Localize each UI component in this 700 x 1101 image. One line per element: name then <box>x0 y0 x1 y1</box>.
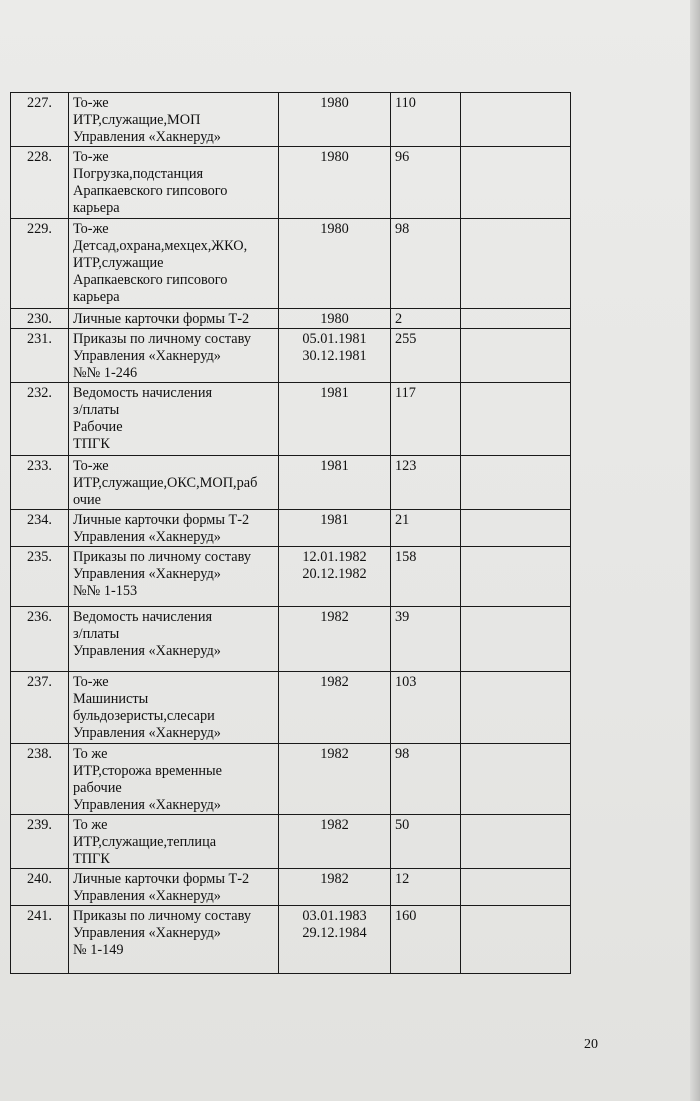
row-number: 235. <box>11 547 69 607</box>
row-date: 1981 <box>279 456 391 510</box>
row-sheet-count: 160 <box>391 906 461 974</box>
row-sheet-count: 110 <box>391 93 461 147</box>
row-sheet-count: 98 <box>391 744 461 815</box>
row-number: 232. <box>11 383 69 456</box>
row-number: 229. <box>11 219 69 309</box>
table-row <box>11 869 571 906</box>
row-date: 12.01.1982 20.12.1982 <box>279 547 391 607</box>
row-number: 237. <box>11 672 69 744</box>
row-title: То-же Детсад,охрана,мехцех,ЖКО, ИТР,служащие Арапкаевского гипсового карьера <box>69 219 279 309</box>
row-date: 1980 <box>279 93 391 147</box>
table-row <box>11 309 571 329</box>
row-note <box>461 147 571 219</box>
row-sheet-count: 255 <box>391 329 461 383</box>
row-sheet-count: 103 <box>391 672 461 744</box>
table-row <box>11 383 571 456</box>
table-row <box>11 93 571 147</box>
row-number: 230. <box>11 309 69 329</box>
row-title: Ведомость начисления з/платы Рабочие ТПГК <box>69 383 279 456</box>
row-sheet-count: 123 <box>391 456 461 510</box>
row-note <box>461 329 571 383</box>
table-row <box>11 672 571 744</box>
row-date: 1980 <box>279 309 391 329</box>
table-row <box>11 510 571 547</box>
row-date: 1981 <box>279 510 391 547</box>
row-number: 241. <box>11 906 69 974</box>
row-title: То-же ИТР,служащие,ОКС,МОП,раб очие <box>69 456 279 510</box>
row-title: Личные карточки формы Т-2 Управления «Хакнеруд» <box>69 510 279 547</box>
row-note <box>461 456 571 510</box>
table-row <box>11 547 571 607</box>
inventory-table-body <box>11 93 571 974</box>
row-number: 238. <box>11 744 69 815</box>
row-sheet-count: 12 <box>391 869 461 906</box>
row-note <box>461 510 571 547</box>
row-title: То-же Машинисты бульдозеристы,слесари Управления «Хакнеруд» <box>69 672 279 744</box>
table-row <box>11 147 571 219</box>
row-number: 228. <box>11 147 69 219</box>
row-sheet-count: 21 <box>391 510 461 547</box>
table-row <box>11 906 571 974</box>
row-title: То-же Погрузка,подстанция Арапкаевского гипсового карьера <box>69 147 279 219</box>
row-note <box>461 744 571 815</box>
row-title: То же ИТР,служащие,теплица ТПГК <box>69 815 279 869</box>
table-row <box>11 607 571 672</box>
row-date: 1982 <box>279 607 391 672</box>
row-sheet-count: 50 <box>391 815 461 869</box>
table-row <box>11 815 571 869</box>
row-title: То-же ИТР,служащие,МОП Управления «Хакнеруд» <box>69 93 279 147</box>
row-title: Ведомость начисления з/платы Управления «Хакнеруд» <box>69 607 279 672</box>
row-note <box>461 93 571 147</box>
row-date: 1982 <box>279 815 391 869</box>
row-title: Личные карточки формы Т-2 Управления «Хакнеруд» <box>69 869 279 906</box>
row-number: 234. <box>11 510 69 547</box>
row-sheet-count: 96 <box>391 147 461 219</box>
row-note <box>461 547 571 607</box>
row-note <box>461 309 571 329</box>
row-note <box>461 383 571 456</box>
row-note <box>461 219 571 309</box>
row-date: 1980 <box>279 147 391 219</box>
table-row <box>11 744 571 815</box>
row-note <box>461 869 571 906</box>
row-date: 05.01.1981 30.12.1981 <box>279 329 391 383</box>
table-row <box>11 219 571 309</box>
row-title: То же ИТР,сторожа временные рабочие Управления «Хакнеруд» <box>69 744 279 815</box>
row-note <box>461 815 571 869</box>
row-title: Приказы по личному составу Управления «Хакнеруд» №№ 1-153 <box>69 547 279 607</box>
inventory-table <box>10 92 571 974</box>
row-note <box>461 672 571 744</box>
row-number: 236. <box>11 607 69 672</box>
row-sheet-count: 117 <box>391 383 461 456</box>
row-sheet-count: 158 <box>391 547 461 607</box>
row-sheet-count: 39 <box>391 607 461 672</box>
row-number: 227. <box>11 93 69 147</box>
row-number: 233. <box>11 456 69 510</box>
row-date: 1982 <box>279 744 391 815</box>
row-date: 1980 <box>279 219 391 309</box>
row-date: 1982 <box>279 869 391 906</box>
row-date: 03.01.1983 29.12.1984 <box>279 906 391 974</box>
table-row <box>11 456 571 510</box>
row-number: 231. <box>11 329 69 383</box>
row-sheet-count: 2 <box>391 309 461 329</box>
row-title: Приказы по личному составу Управления «Хакнеруд» №№ 1-246 <box>69 329 279 383</box>
row-title: Личные карточки формы Т-2 <box>69 309 279 329</box>
row-number: 240. <box>11 869 69 906</box>
table-row <box>11 329 571 383</box>
row-date: 1982 <box>279 672 391 744</box>
row-title: Приказы по личному составу Управления «Хакнеруд» № 1-149 <box>69 906 279 974</box>
row-note <box>461 906 571 974</box>
page-number: 20 <box>584 1037 598 1052</box>
row-number: 239. <box>11 815 69 869</box>
row-date: 1981 <box>279 383 391 456</box>
page-edge-shadow <box>690 0 700 1101</box>
row-note <box>461 607 571 672</box>
row-sheet-count: 98 <box>391 219 461 309</box>
